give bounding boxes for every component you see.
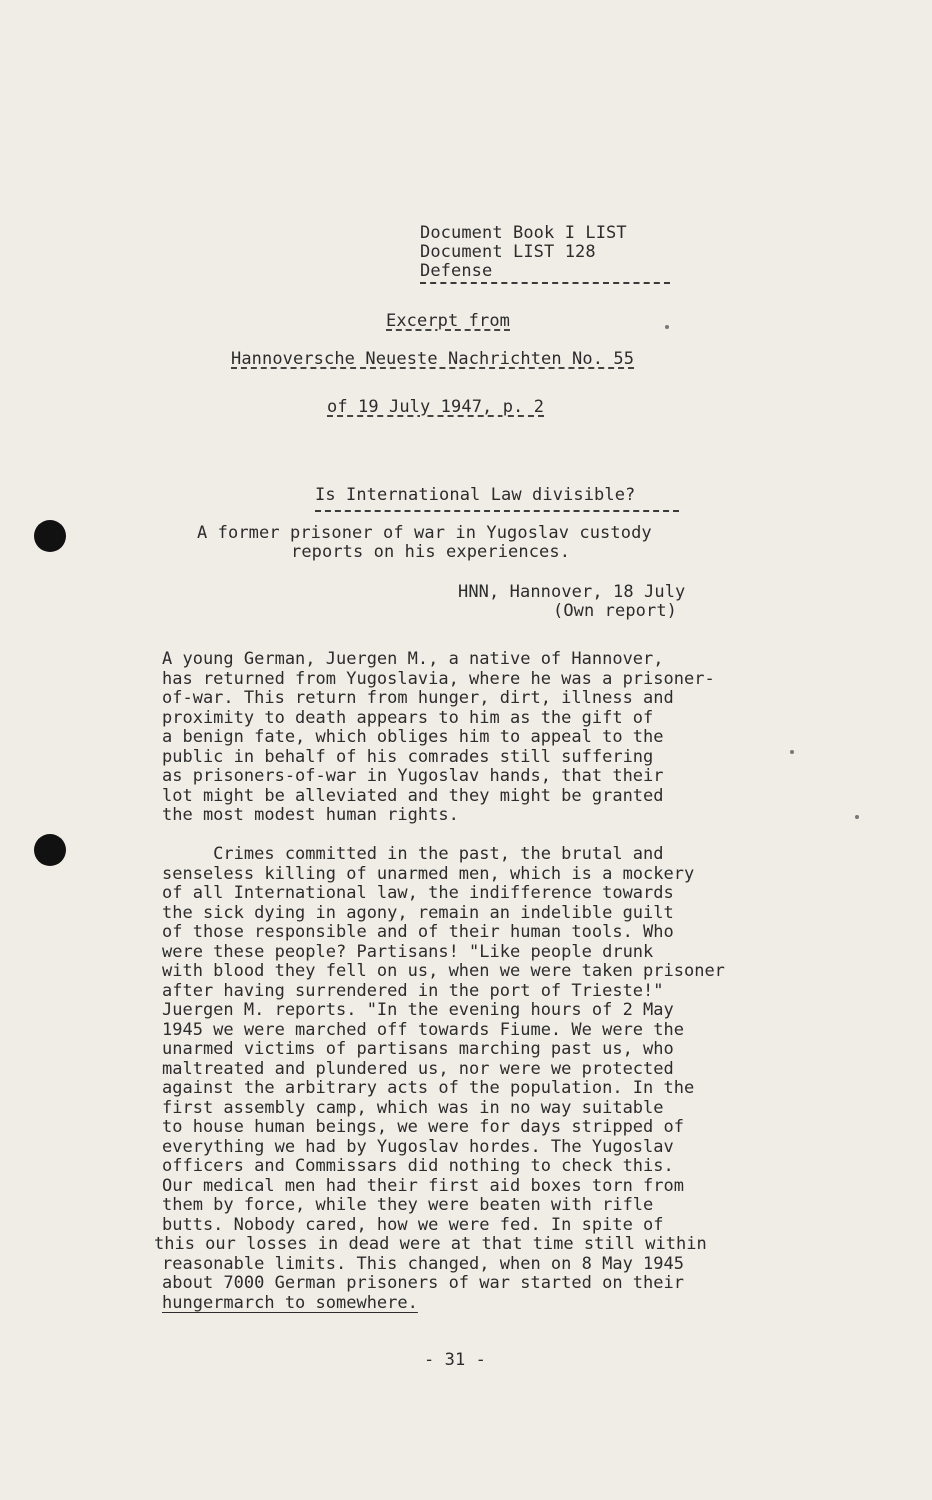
document-book-label: Document Book I LIST bbox=[420, 223, 627, 243]
text-line: them by force, while they were beaten with rifle bbox=[162, 1195, 654, 1215]
header-rule bbox=[420, 282, 670, 284]
text-line: lot might be alleviated and they might be granted bbox=[162, 785, 664, 806]
text-line: senseless killing of unarmed men, which is a mockery bbox=[162, 863, 695, 884]
text-line: to house human beings, we were for days stripped of bbox=[162, 1117, 684, 1137]
text-line: as prisoners-of-war in Yugoslav hands, that their bbox=[162, 766, 664, 786]
title-rule bbox=[315, 510, 679, 512]
text-line: the most modest human rights. bbox=[162, 805, 459, 825]
text-line: maltreated and plundered us, nor were we protected bbox=[162, 1058, 674, 1079]
article-subtitle-line-1: A former prisoner of war in Yugoslav custody bbox=[197, 523, 652, 543]
text-line: reasonable limits. This changed, when on 8 May 1945 bbox=[162, 1253, 684, 1274]
punch-hole-bottom bbox=[34, 834, 66, 866]
article-subtitle-line-2: reports on his experiences. bbox=[291, 542, 571, 562]
newspaper-title: Hannoversche Neueste Nachrichten No. 55 bbox=[231, 349, 635, 369]
article-title: Is International Law divisible? bbox=[315, 485, 636, 505]
text-line: of those responsible and of their human tools. Who bbox=[162, 922, 674, 942]
dateline-report: (Own report) bbox=[553, 601, 678, 621]
text-line: a benign fate, which obliges him to appeal to the bbox=[162, 727, 664, 747]
paragraph-1 bbox=[162, 650, 812, 826]
text-line: first assembly camp, which was in no way suitable bbox=[162, 1097, 664, 1118]
text-line: everything we had by Yugoslav hordes. The Yugoslav bbox=[162, 1136, 674, 1157]
paper-speck bbox=[665, 325, 669, 329]
text-line: proximity to death appears to him as the gift of bbox=[162, 707, 654, 728]
text-line: Crimes committed in the past, the brutal and bbox=[162, 844, 664, 864]
text-line: of-war. This return from hunger, dirt, illness and bbox=[162, 688, 674, 708]
defense-label: Defense bbox=[420, 261, 493, 281]
text-line: hungermarch to somewhere. bbox=[162, 1292, 418, 1313]
text-line: Juergen M. reports. "In the evening hours of 2 May bbox=[162, 1000, 674, 1020]
text-line: were these people? Partisans! "Like people drunk bbox=[162, 941, 654, 962]
text-line: of all International law, the indifference towards bbox=[162, 883, 674, 903]
punch-hole-top bbox=[34, 520, 66, 552]
document-number-label: Document LIST 128 bbox=[420, 242, 596, 262]
text-line: officers and Commissars did nothing to check this. bbox=[162, 1156, 674, 1176]
page-number: - 31 - bbox=[424, 1350, 487, 1370]
paragraph-2 bbox=[154, 844, 812, 1313]
text-line: after having surrendered in the port of Trieste!" bbox=[162, 980, 664, 1001]
text-line: the sick dying in agony, remain an indelible guilt bbox=[162, 902, 674, 923]
text-line: with blood they fell on us, when we were taken prisoner bbox=[162, 961, 725, 981]
text-line: unarmed victims of partisans marching past us, who bbox=[162, 1039, 674, 1059]
text-line: this our losses in dead were at that time still within bbox=[154, 1234, 707, 1254]
text-line: against the arbitrary acts of the population. In the bbox=[162, 1078, 695, 1098]
text-line: about 7000 German prisoners of war started on their bbox=[162, 1273, 684, 1293]
text-line: butts. Nobody cared, how we were fed. In spite of bbox=[162, 1214, 664, 1235]
text-line: 1945 we were marched off towards Fiume. We were the bbox=[162, 1019, 684, 1040]
excerpt-heading: Excerpt from bbox=[386, 311, 511, 331]
text-line: public in behalf of his comrades still suffering bbox=[162, 746, 654, 767]
dateline: HNN, Hannover, 18 July bbox=[458, 582, 686, 602]
text-line: has returned from Yugoslavia, where he was a prisoner- bbox=[162, 668, 715, 689]
text-line: Our medical men had their first aid boxes torn from bbox=[162, 1175, 684, 1196]
text-line: A young German, Juergen M., a native of Hannover, bbox=[162, 649, 664, 669]
paper-speck bbox=[855, 815, 859, 819]
source-date: of 19 July 1947, p. 2 bbox=[327, 397, 545, 417]
